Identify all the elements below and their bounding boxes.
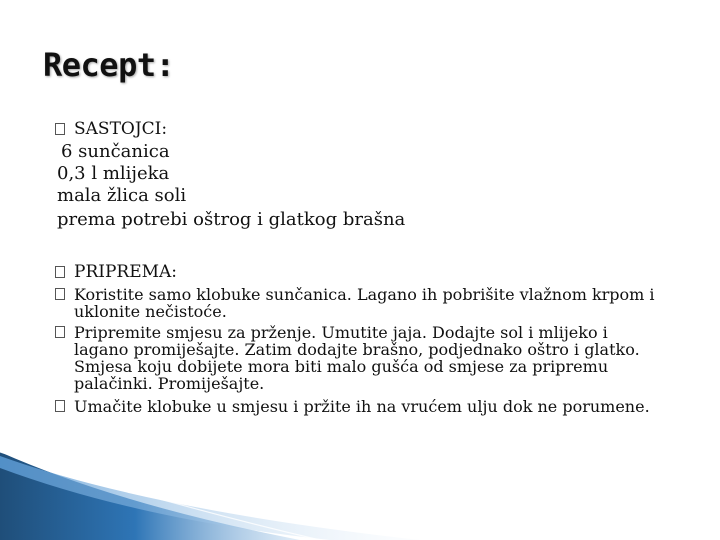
ingredient-item: mala žlica soli — [57, 185, 187, 206]
preparation-step-text: Umačite klobuke u smjesu i pržite ih na vrućem ulju dok ne porumene. — [74, 397, 650, 416]
ingredient-item: 6 sunčanica — [61, 141, 170, 162]
ingredients-heading: SASTOJCI: — [74, 119, 168, 139]
ingredient-item: prema potrebi oštrog i glatkog brašna — [57, 209, 406, 230]
bullet-icon — [55, 326, 65, 338]
preparation-step-text: Koristite samo klobuke sunčanica. Lagano ih pobrišite vlažnom krpom i uklonite nečistoće. — [74, 285, 655, 321]
preparation-step-text: Pripremite smjesu za prženje. Umutite jaja. Dodajte sol i mlijeko i lagano promiješajte. Zatim dodajte brašno, podjednako oštro i glatko. Smjesa koju dobijete mora biti malo gušća od smjese za pripremu palačinki. Promiješajte. — [74, 323, 640, 393]
ingredient-item: 0,3 l mlijeka — [57, 163, 170, 184]
bullet-icon — [55, 288, 65, 300]
slide-title: Recept: — [43, 46, 175, 84]
bullet-icon — [55, 123, 65, 135]
bullet-icon — [55, 266, 65, 278]
bullet-icon — [55, 400, 65, 412]
preparation-heading: PRIPREMA: — [74, 262, 178, 282]
corner-decoration — [0, 450, 420, 540]
